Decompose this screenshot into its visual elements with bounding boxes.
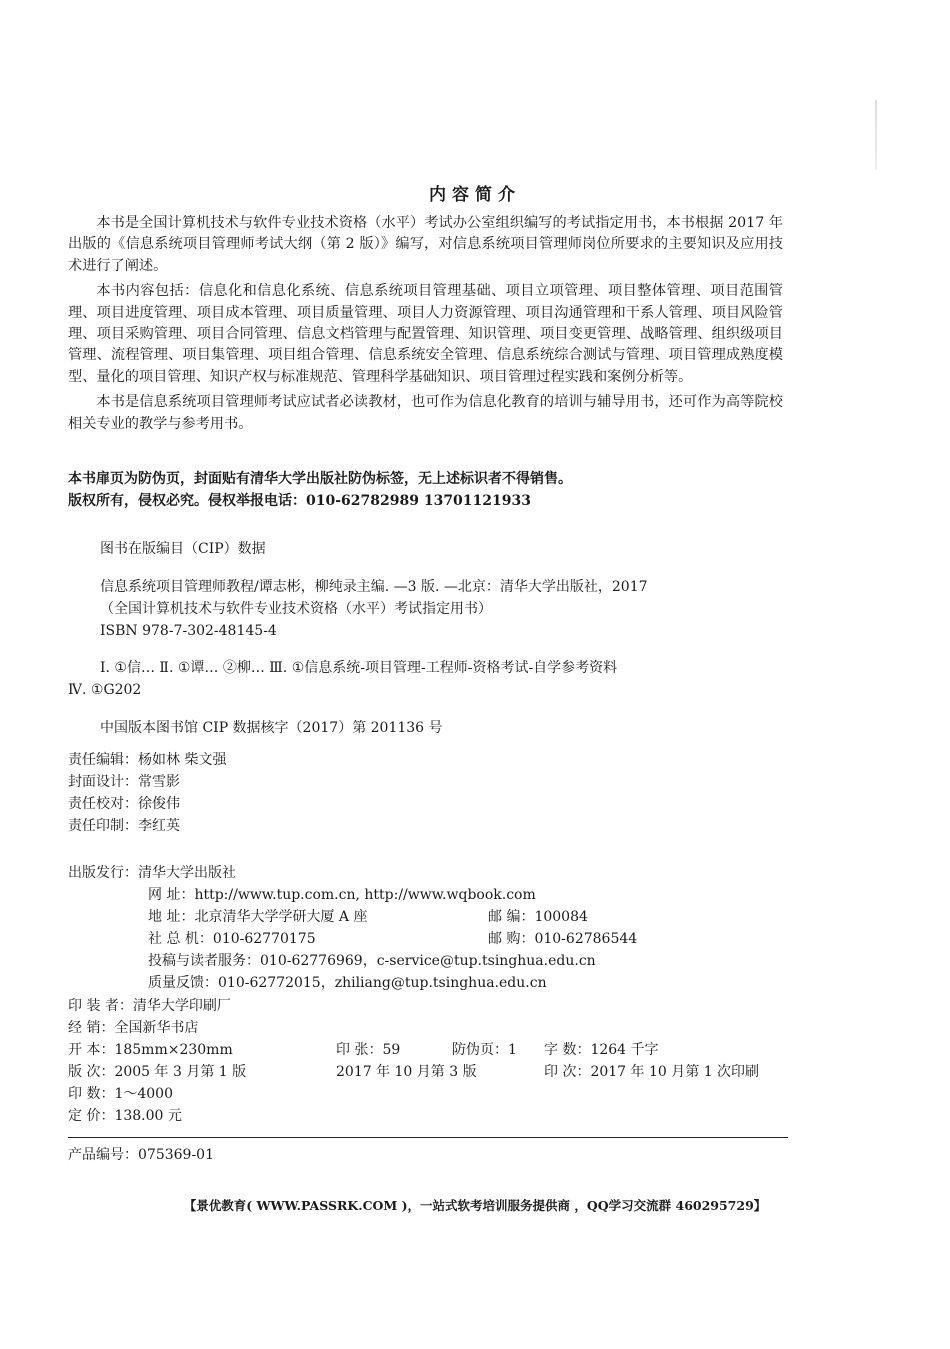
spec-row xyxy=(68,995,788,1017)
service-value: 010-62776969，c-service@tup.tsinghua.edu.cn xyxy=(260,953,596,969)
spec-value: 138.00 元 xyxy=(114,1108,182,1124)
address-label: 地 址： xyxy=(148,909,195,925)
classification-line: Ⅳ. ①G202 xyxy=(68,682,142,698)
edition3-field: 2017 年 10 月第 3 版 xyxy=(336,1064,477,1080)
staff-row xyxy=(68,749,226,771)
edition-field xyxy=(68,1061,246,1083)
divider-line xyxy=(68,1137,788,1138)
cip-verification: 中国版本图书馆 CIP 数据核字（2017）第 201136 号 xyxy=(100,720,443,736)
staff-value: 杨如林 柴文强 xyxy=(138,752,227,768)
quality-value: 010-62772015，zhiliang@tup.tsinghua.edu.cn xyxy=(218,975,547,991)
seller-field xyxy=(68,1017,198,1039)
scan-artifact xyxy=(875,100,877,170)
mail-order-value: 010-62786544 xyxy=(534,931,638,947)
spec-row xyxy=(68,1017,788,1039)
spec-label: 经 销： xyxy=(68,1020,115,1036)
staff-value: 徐俊伟 xyxy=(138,796,180,812)
staff-row xyxy=(68,793,226,815)
phone-label: 社 总 机： xyxy=(148,931,213,947)
copyright-notice xyxy=(68,468,788,512)
mail-order-label: 邮 购： xyxy=(488,931,535,947)
staff-value: 李红英 xyxy=(138,818,180,834)
spec-label: 字 数： xyxy=(544,1042,591,1058)
zip-group xyxy=(488,906,588,928)
publisher-web-row xyxy=(68,884,788,906)
spec-value: 1264 千字 xyxy=(590,1042,659,1058)
address-value: 北京清华大学学研大厦 A 座 xyxy=(194,909,368,925)
spec-label: 印 数： xyxy=(68,1086,115,1102)
classification-line: Ⅰ. ①信… Ⅱ. ①谭… ②柳… Ⅲ. ①信息系统-项目管理-工程师-资格考试-自学参考资料 xyxy=(100,660,618,676)
spec-row xyxy=(68,1039,788,1061)
spec-label: 开 本： xyxy=(68,1042,115,1058)
sheets-field xyxy=(336,1039,400,1061)
book-introduction xyxy=(68,213,783,439)
spec-value: 清华大学印刷厂 xyxy=(132,998,231,1014)
spec-row xyxy=(68,1105,788,1127)
staff-row xyxy=(68,815,226,837)
count-field xyxy=(68,1083,173,1105)
quality-label: 质量反馈： xyxy=(148,975,218,991)
intro-paragraph: 本书是全国计算机技术与软件专业技术资格（水平）考试办公室组织编写的考试指定用书，本书根据 2017 年出版的《信息系统项目管理师考试大纲（第 2 版）》编写，对信息系统项目管理师岗位所要求的主要知识及应用技术进行了阐述。 xyxy=(68,215,783,274)
publisher-quality-row xyxy=(68,972,788,994)
spec-value: 2005 年 3 月第 1 版 xyxy=(114,1064,247,1080)
publisher-label: 出版发行： xyxy=(68,865,138,881)
spec-row xyxy=(68,1061,788,1083)
zip-label: 邮 编： xyxy=(488,909,535,925)
cip-series: （全国计算机技术与软件专业技术资格（水平）考试指定用书） xyxy=(100,601,492,617)
price-field xyxy=(68,1105,182,1127)
spec-value: 1～4000 xyxy=(114,1086,173,1102)
intro-paragraph: 本书是信息系统项目管理师考试应试者必读教材，也可作为信息化教育的培训与辅导用书，还可作为高等院校相关专业的教学与参考用书。 xyxy=(68,394,783,432)
publisher-address-row xyxy=(68,906,788,928)
spec-value: 2017 年 10 月第 1 次印刷 xyxy=(590,1064,760,1080)
product-label: 产品编号： xyxy=(68,1147,138,1163)
zip-value: 100084 xyxy=(534,909,588,925)
staff-row xyxy=(68,771,226,793)
staff-label: 责任校对： xyxy=(68,796,138,812)
watermark-footer: 【景优教育( WWW.PASSRK.COM )，一站式软考培训服务提供商 ，QQ学习交流群 460295729】 xyxy=(183,1198,767,1213)
phone-value: 010-62770175 xyxy=(212,931,316,947)
intro-paragraph: 本书内容包括：信息化和信息化系统、信息系统项目管理基础、项目立项管理、项目整体管理、项目范围管理、项目进度管理、项目成本管理、项目质量管理、项目人力资源管理、项目沟通管理和干系人管理、项目风险管理、项目采购管理、项目合同管理、信息文档管理与配置管理、知识管理、项目变更管理、战略管理、组织级项目管理、流程管理、项目集管理、项目组合管理、信息系统安全管理、信息系统综合测试与管理、项目管理成熟度模型、量化的项目管理、知识产权与标准规范、管理科学基础知识、项目管理过程实践和案例分析等。 xyxy=(68,283,783,385)
publisher-info xyxy=(68,862,788,994)
anti-counterfeit-field xyxy=(452,1039,517,1061)
web-url: http://www.tup.com.cn, http://www.wqbook.com xyxy=(194,887,536,903)
staff-label: 封面设计： xyxy=(68,774,138,790)
staff-label: 责任编辑： xyxy=(68,752,138,768)
spec-value: 59 xyxy=(382,1042,401,1058)
service-label: 投稿与读者服务： xyxy=(148,953,260,969)
size-field xyxy=(68,1039,233,1061)
web-label: 网 址： xyxy=(148,887,195,903)
piracy-report-notice: 版权所有，侵权必究。侵权举报电话：010-62782989 13701121933 xyxy=(68,493,531,509)
spec-value: 185mm×230mm xyxy=(114,1042,233,1058)
publisher-name: 清华大学出版社 xyxy=(138,865,236,881)
mail-order-group xyxy=(488,928,637,950)
spec-value: 1 xyxy=(508,1042,517,1058)
publisher-row xyxy=(68,862,788,884)
spec-value: 全国新华书店 xyxy=(114,1020,199,1036)
spec-label: 防伪页： xyxy=(452,1042,508,1058)
spec-label: 印 装 者： xyxy=(68,998,133,1014)
spec-label: 印 次： xyxy=(544,1064,591,1080)
printing-specs xyxy=(68,995,788,1127)
publisher-service-row xyxy=(68,950,788,972)
staff-value: 常雪影 xyxy=(138,774,180,790)
print-run-field xyxy=(544,1061,759,1083)
staff-credits xyxy=(68,749,226,837)
publisher-phone-row xyxy=(68,928,788,950)
page-title: 内容简介 xyxy=(429,185,521,205)
anti-counterfeit-notice: 本书扉页为防伪页，封面贴有清华大学出版社防伪标签，无上述标识者不得销售。 xyxy=(68,471,572,487)
product-value: 075369-01 xyxy=(138,1147,214,1163)
staff-label: 责任印制： xyxy=(68,818,138,834)
cip-record xyxy=(100,576,648,642)
cip-line: 信息系统项目管理师教程/谭志彬，柳纯录主编. —3 版. —北京：清华大学出版社，2017 xyxy=(100,579,648,595)
cip-heading: 图书在版编目（CIP）数据 xyxy=(100,541,266,557)
cip-classification xyxy=(68,657,788,701)
spec-label: 定 价： xyxy=(68,1108,115,1124)
spec-row xyxy=(68,1083,788,1105)
product-code xyxy=(68,1144,214,1164)
words-field xyxy=(544,1039,659,1061)
spec-label: 版 次： xyxy=(68,1064,115,1080)
cip-isbn: ISBN 978-7-302-48145-4 xyxy=(100,623,277,639)
spec-label: 印 张： xyxy=(336,1042,383,1058)
printer-field xyxy=(68,995,231,1017)
